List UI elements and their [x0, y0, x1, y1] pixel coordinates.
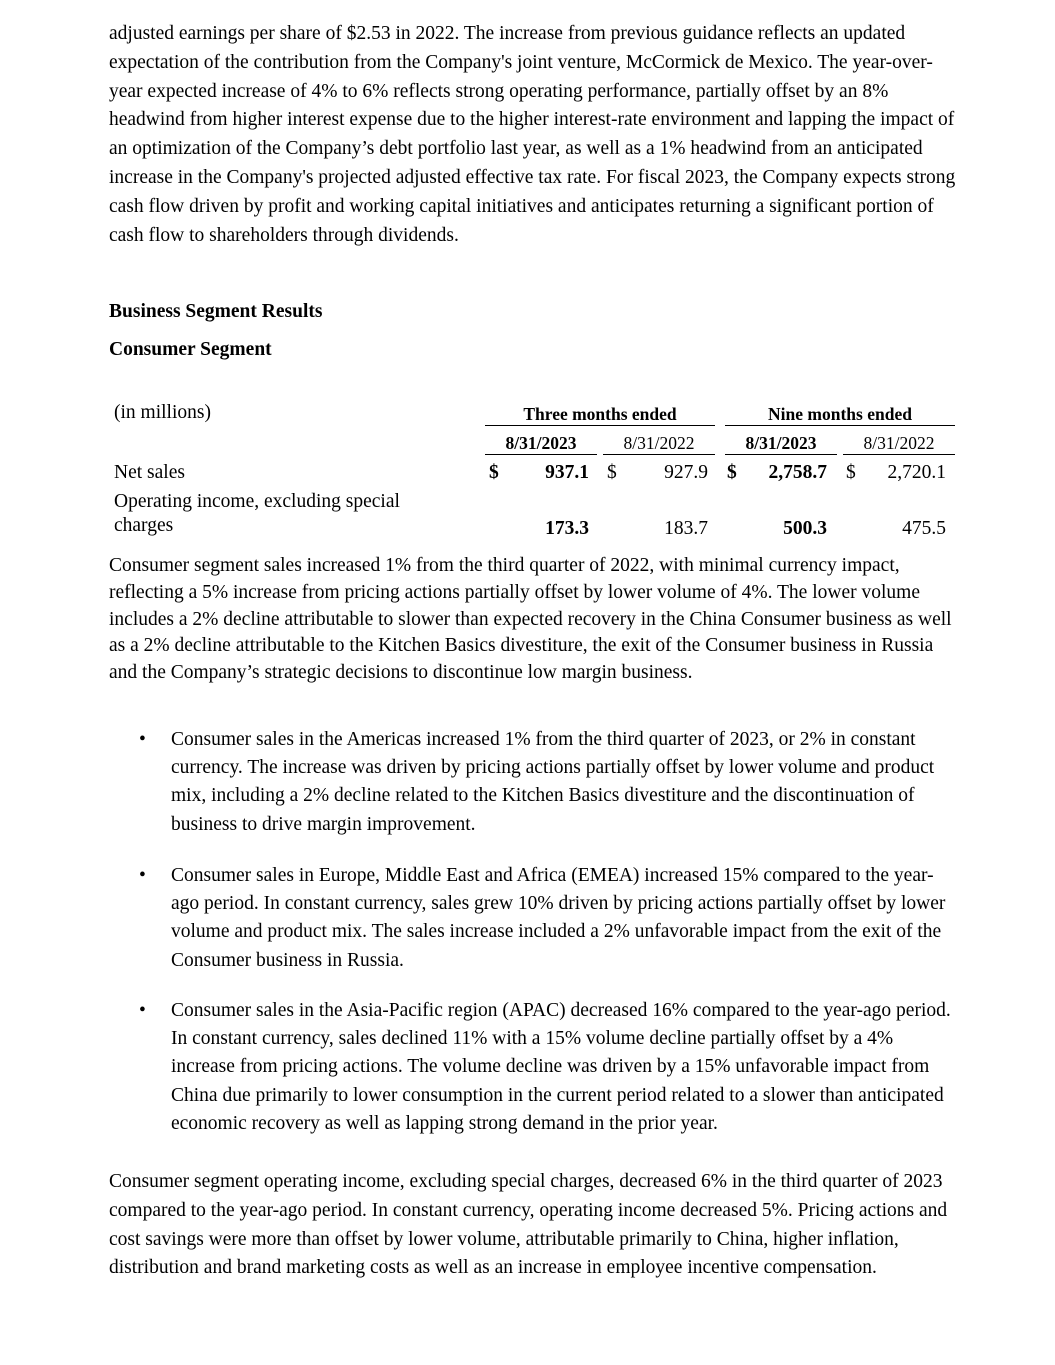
bullet-icon: •	[139, 729, 146, 750]
net-sales-9m-2023: 2,758.7	[768, 462, 827, 483]
col-9m-2023: 8/31/2023	[745, 433, 817, 453]
bullet-text-americas: Consumer sales in the Americas increased 1% from the third quarter of 2023, or 2% in constant currency. The increase was driven by pricing actions partially offset by lower volume and product mix, including a 2% decline related to the Kitchen Basics divestiture and the discontinuation of business to drive margin improvement.	[171, 729, 935, 835]
nine-months-header: Nine months ended	[768, 404, 912, 424]
net-sales-9m-2022: 2,720.1	[887, 462, 946, 483]
col-rule	[725, 454, 837, 455]
bullet-text-apac: Consumer sales in the Asia-Pacific region (APAC) decreased 16% compared to the year-ago period. In constant currency, sales declined 11% with a 15% volume decline partially offset by a 4% increase from pricing actions. The volume decline was driven by a 15% unfavorable impact from China due primarily to lower consumption in the current period related to a slower than anticipated economic recovery as well as lapping strong demand in the prior year.	[171, 1000, 951, 1134]
row-label-net-sales: Net sales	[114, 462, 185, 483]
currency-sign: $	[846, 462, 856, 483]
bullet-icon: •	[139, 865, 146, 886]
operating-income-paragraph: Consumer segment operating income, excluding special charges, decreased 6% in the third quarter of 2023 compared to the year-ago period. In constant currency, operating income decreased 5%. Pricing actions and cost savings were more than offset by lower volume, attributable primarily to China, higher inflation, distribution and brand marketing costs as well as an increase in employee incentive compensation.	[109, 1171, 948, 1279]
three-months-rule	[485, 425, 715, 426]
currency-sign: $	[727, 462, 737, 483]
consumer-segment-table	[109, 380, 959, 540]
net-sales-3m-2023: 937.1	[545, 462, 589, 483]
col-rule	[603, 454, 715, 455]
col-rule	[485, 454, 597, 455]
net-sales-3m-2022: 927.9	[664, 462, 708, 483]
units-label: (in millions)	[114, 402, 211, 423]
business-segment-heading: Business Segment Results	[109, 301, 323, 322]
col-3m-2023: 8/31/2023	[505, 433, 577, 453]
row-label-operating-income: Operating income, excluding special	[114, 491, 400, 512]
row-label-operating-income-cont: charges	[114, 515, 174, 536]
bullet-icon: •	[139, 1000, 146, 1021]
col-9m-2022: 8/31/2022	[863, 433, 935, 453]
consumer-sales-paragraph: Consumer segment sales increased 1% from the third quarter of 2022, with minimal currency impact, reflecting a 5% increase from pricing actions partially offset by lower volume of 4%. The lower volume includes a 2% decline attributable to slower than expected recovery in the China Consumer business as well as a 2% decline attributable to the Kitchen Basics divestiture, the exit of the Consumer business in Russia and the Company’s strategic decisions to discontinue low margin business.	[109, 555, 952, 684]
three-months-header: Three months ended	[523, 404, 677, 424]
currency-sign: $	[607, 462, 617, 483]
col-rule	[843, 454, 955, 455]
nine-months-rule	[725, 425, 955, 426]
op-income-9m-2023: 500.3	[783, 518, 827, 539]
currency-sign: $	[489, 462, 499, 483]
op-income-3m-2023: 173.3	[545, 518, 589, 539]
op-income-9m-2022: 475.5	[902, 518, 946, 539]
bullet-text-emea: Consumer sales in Europe, Middle East and Africa (EMEA) increased 15% compared to the year-ago period. In constant currency, sales grew 10% driven by pricing actions partially offset by lower volume and product mix. The sales increase included a 2% unfavorable impact from the exit of the Consumer business in Russia.	[171, 865, 946, 971]
col-3m-2022: 8/31/2022	[623, 433, 695, 453]
intro-paragraph: adjusted earnings per share of $2.53 in 2022. The increase from previous guidance reflects an updated expectation of the contribution from the Company's joint venture, McCormick de Mexico. The year-over-year expected increase of 4% to 6% reflects strong operating performance, partially offset by an 8% headwind from higher interest expense due to the higher interest-rate environment and lapping the impact of an optimization of the Company’s debt portfolio last year, as well as a 1% headwind from an anticipated increase in the Company's projected adjusted effective tax rate. For fiscal 2023, the Company expects strong cash flow driven by profit and working capital initiatives and anticipates returning a significant portion of cash flow to shareholders through dividends.	[109, 23, 956, 246]
op-income-3m-2022: 183.7	[664, 518, 708, 539]
consumer-segment-heading: Consumer Segment	[109, 339, 272, 360]
